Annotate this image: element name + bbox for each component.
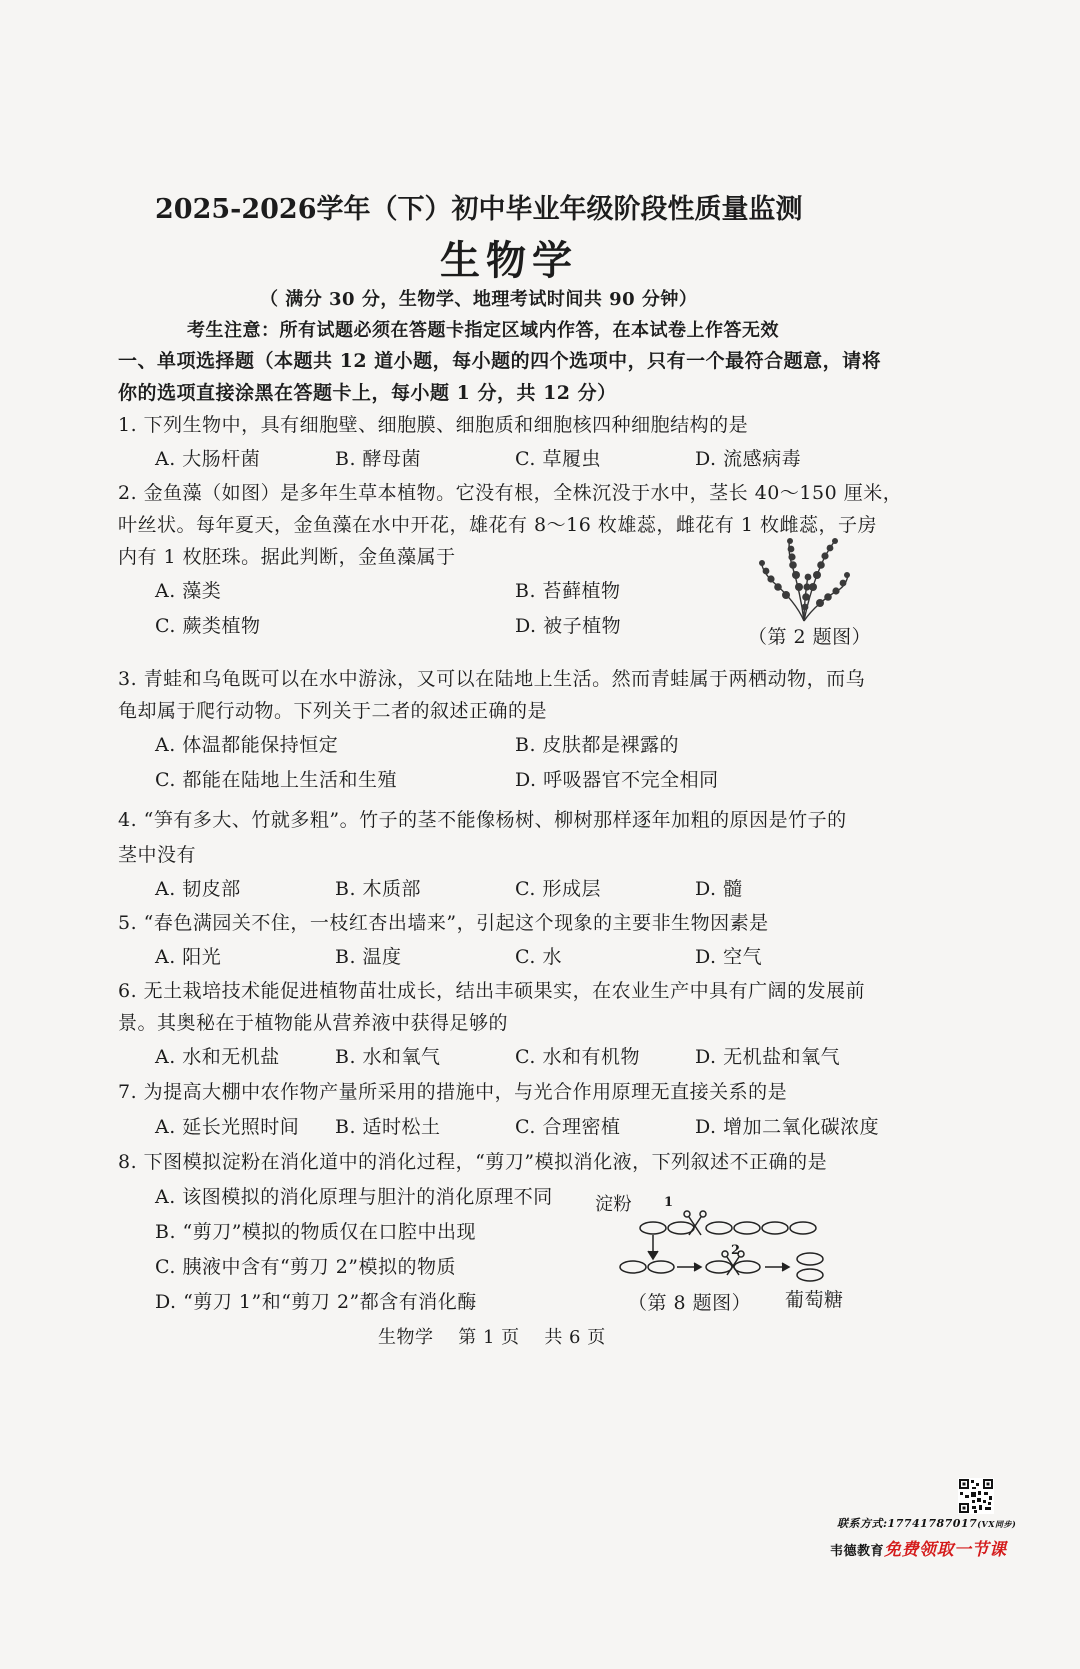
- question-2-stem-line1: 2. 金鱼藻（如图）是多年生草本植物。它没有根，全株沉没于水中，茎长 40～150 厘米，: [118, 482, 903, 504]
- q5-option-d: D. 空气: [695, 946, 763, 968]
- q7-option-d: D. 增加二氧化碳浓度: [695, 1116, 880, 1138]
- question-1-stem: 1. 下列生物中，具有细胞壁、细胞膜、细胞质和细胞核四种细胞结构的是: [118, 414, 749, 436]
- qr-code-icon: [958, 1478, 994, 1514]
- q1-option-c: C. 草履虫: [515, 448, 601, 470]
- q7-option-a: A. 延长光照时间: [155, 1116, 300, 1138]
- q4-option-c: C. 形成层: [515, 878, 601, 900]
- q1-option-b: B. 酵母菌: [335, 448, 422, 470]
- q6-option-c: C. 水和有机物: [515, 1046, 640, 1068]
- q5-option-c: C. 水: [515, 946, 562, 968]
- subject-title: 生物学: [440, 237, 578, 284]
- question-2-stem-line3: 内有 1 枚胚珠。据此判断，金鱼藻属于: [118, 546, 456, 568]
- q2-option-d: D. 被子植物: [515, 615, 622, 637]
- q7-option-c: C. 合理密植: [515, 1116, 621, 1138]
- q4-option-b: B. 木质部: [335, 878, 422, 900]
- exam-title: 2025-2026学年（下）初中毕业年级阶段性质量监测: [155, 194, 803, 225]
- glucose-label: 葡萄糖: [785, 1289, 844, 1311]
- q1-option-a: A. 大肠杆菌: [155, 448, 261, 470]
- score-note: （ 满分 30 分，生物学、地理考试时间共 90 分钟）: [260, 289, 698, 310]
- section-heading-line1: 一、单项选择题（本题共 12 道小题，每小题的四个选项中，只有一个最符合题意，请将: [118, 350, 882, 372]
- q2-option-a: A. 藻类: [155, 580, 222, 602]
- q5-option-a: A. 阳光: [155, 946, 222, 968]
- page-footer: 生物学 第 1 页 共 6 页: [378, 1327, 606, 1348]
- q7-option-b: B. 适时松土: [335, 1116, 441, 1138]
- question-7-stem: 7. 为提高大棚中农作物产量所采用的措施中，与光合作用原理无直接关系的是: [118, 1081, 788, 1103]
- q3-option-a: A. 体温都能保持恒定: [155, 734, 339, 756]
- question-6-stem-line2: 景。其奥秘在于植物能从营养液中获得足够的: [118, 1012, 509, 1034]
- question-3-stem-line1: 3. 青蛙和乌龟既可以在水中游泳，又可以在陆地上生活。然而青蛙属于两栖动物，而乌: [118, 668, 866, 690]
- section-heading-line2: 你的选项直接涂黑在答题卡上，每小题 1 分，共 12 分）: [118, 382, 617, 404]
- scissor-2-label: 2: [731, 1243, 741, 1258]
- figure-2-caption: （第 2 题图）: [748, 626, 872, 648]
- q6-option-d: D. 无机盐和氧气: [695, 1046, 841, 1068]
- question-8-stem: 8. 下图模拟淀粉在消化道中的消化过程，“剪刀”模拟消化液，下列叙述不正确的是: [118, 1151, 828, 1173]
- q5-option-b: B. 温度: [335, 946, 402, 968]
- hornwort-figure: [758, 535, 850, 623]
- q8-option-b: B. “剪刀”模拟的物质仅在口腔中出现: [155, 1221, 476, 1243]
- q6-option-a: A. 水和无机盐: [155, 1046, 280, 1068]
- q2-option-c: C. 蕨类植物: [155, 615, 261, 637]
- scissor-1-label: 1: [664, 1195, 674, 1210]
- question-4-stem-line1: 4. “笋有多大、竹就多粗”。竹子的茎不能像杨树、柳树那样逐年加粗的原因是竹子的: [118, 809, 847, 831]
- watermark-brand: 韦德教育免费领取一节课: [830, 1540, 1007, 1560]
- q3-option-b: B. 皮肤都是裸露的: [515, 734, 680, 756]
- q8-option-d: D. “剪刀 1”和“剪刀 2”都含有消化酶: [155, 1291, 477, 1313]
- q1-option-d: D. 流感病毒: [695, 448, 802, 470]
- q6-option-b: B. 水和氧气: [335, 1046, 441, 1068]
- watermark-contact: 联系方式:17741787017(VX同步): [837, 1517, 1017, 1530]
- figure-8-caption: （第 8 题图）: [628, 1292, 752, 1314]
- q3-option-c: C. 都能在陆地上生活和生殖: [155, 769, 397, 791]
- question-5-stem: 5. “春色满园关不住，一枝红杏出墙来”，引起这个现象的主要非生物因素是: [118, 912, 769, 934]
- q3-option-d: D. 呼吸器官不完全相同: [515, 769, 719, 791]
- q2-option-b: B. 苔藓植物: [515, 580, 621, 602]
- exam-instruction: 考生注意：所有试题必须在答题卡指定区域内作答，在本试卷上作答无效: [187, 320, 779, 341]
- question-3-stem-line2: 龟却属于爬行动物。下列关于二者的叙述正确的是: [118, 700, 548, 722]
- q4-option-d: D. 髓: [695, 878, 743, 900]
- question-2-stem-line2: 叶丝状。每年夏天，金鱼藻在水中开花，雄花有 8～16 枚雄蕊，雌花有 1 枚雌蕊，子房: [118, 514, 878, 536]
- q8-option-a: A. 该图模拟的消化原理与胆汁的消化原理不同: [155, 1186, 553, 1208]
- digestion-diagram: [615, 1195, 875, 1285]
- question-6-stem-line1: 6. 无土栽培技术能促进植物苗壮成长，结出丰硕果实，在农业生产中具有广阔的发展前: [118, 980, 866, 1002]
- q8-option-c: C. 胰液中含有“剪刀 2”模拟的物质: [155, 1256, 456, 1278]
- question-4-stem-line2: 茎中没有: [118, 844, 197, 866]
- starch-label: 淀粉: [595, 1194, 632, 1215]
- q4-option-a: A. 韧皮部: [155, 878, 241, 900]
